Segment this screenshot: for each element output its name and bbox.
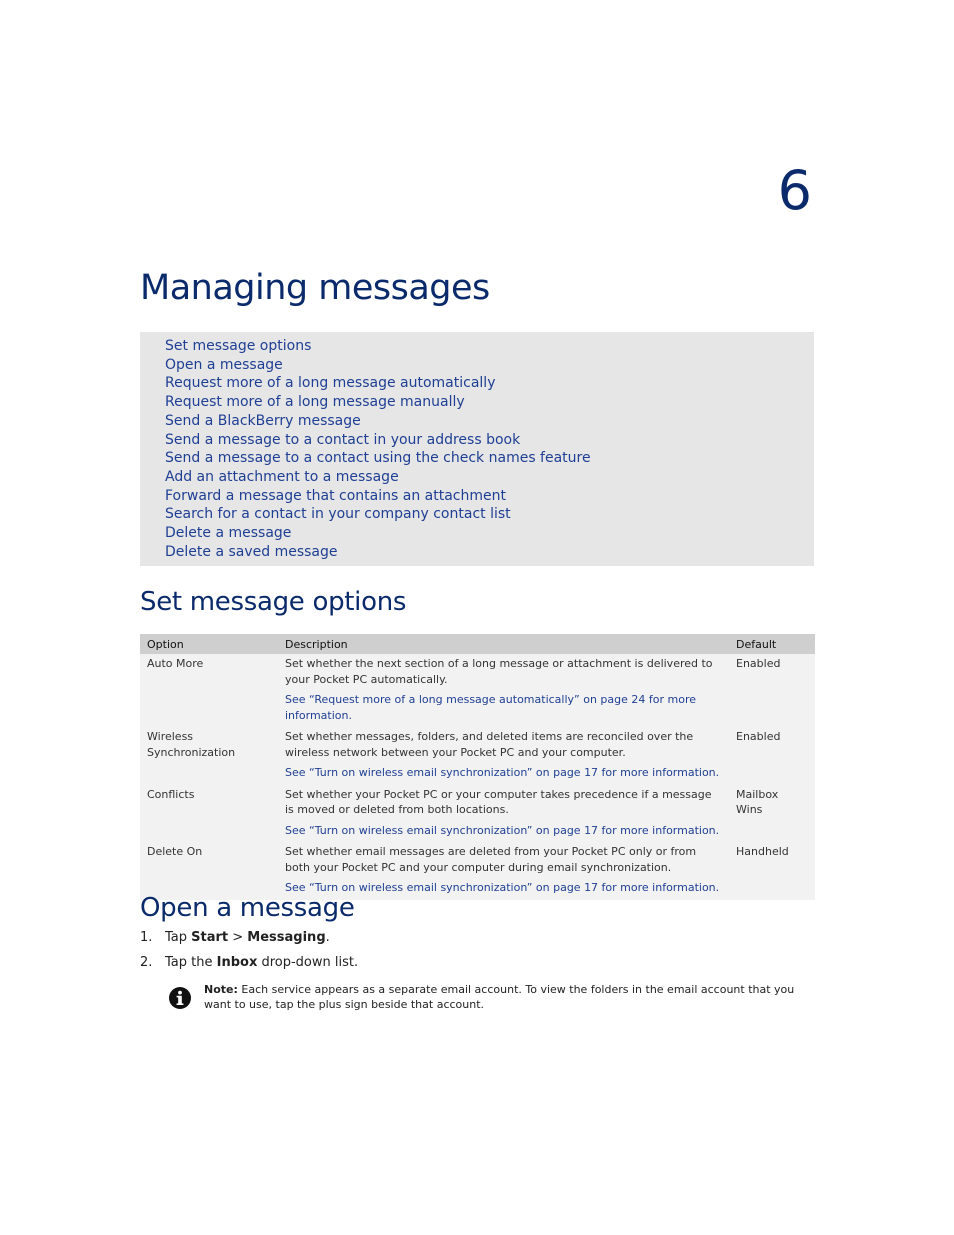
toc-link[interactable]: Send a BlackBerry message — [165, 412, 361, 429]
option-default: Mailbox Wins — [729, 785, 815, 843]
option-name: Conflicts — [140, 785, 278, 843]
option-description-cell — [278, 785, 729, 843]
note-text — [204, 982, 818, 1012]
cross-reference-link[interactable]: See “Turn on wireless email synchronization” on page 17 for more information. — [285, 823, 720, 837]
option-default: Handheld — [729, 842, 815, 900]
table-row — [140, 727, 815, 785]
step-number: 2. — [140, 955, 153, 970]
step-text: > — [228, 930, 248, 945]
chapter-contents — [140, 332, 814, 566]
ui-term-start: Start — [191, 930, 229, 945]
cross-reference-link[interactable]: See “Turn on wireless email synchronization” on page 17 for more information. — [285, 881, 720, 894]
step-text: drop-down list. — [257, 955, 359, 970]
note-label: Note: — [204, 983, 238, 996]
option-default: Enabled — [729, 727, 815, 785]
option-default: Enabled — [729, 654, 815, 727]
step-1 — [140, 929, 358, 947]
message-options-table — [140, 634, 815, 900]
procedure-steps — [140, 929, 358, 972]
section-heading-open-message: Open a message — [140, 893, 355, 923]
cross-reference-link[interactable]: See “Request more of a long message automatically” on page 24 for more information. — [285, 693, 697, 722]
option-description-cell — [278, 654, 729, 727]
step-2 — [140, 954, 358, 972]
step-text: . — [325, 930, 330, 945]
option-description: Set whether email messages are deleted from your Pocket PC only or from both your Pocket PC and your computer during email synchronization. — [285, 845, 697, 874]
ui-term-inbox: Inbox — [216, 955, 258, 970]
column-header-option: Option — [140, 634, 278, 654]
step-number: 1. — [140, 930, 153, 945]
toc-link[interactable]: Search for a contact in your company contact list — [165, 506, 511, 523]
toc-link[interactable]: Request more of a long message automatically — [165, 375, 496, 392]
note-box — [168, 982, 818, 1012]
option-name: Wireless Synchronization — [140, 727, 278, 785]
table-row — [140, 785, 815, 843]
toc-link[interactable]: Set message options — [165, 338, 312, 354]
option-name: Auto More — [140, 654, 278, 727]
info-icon — [168, 986, 192, 1010]
toc-link[interactable]: Add an attachment to a message — [165, 468, 399, 485]
column-header-description: Description — [278, 634, 729, 654]
table-row — [140, 842, 815, 900]
column-header-default: Default — [729, 634, 815, 654]
option-description-cell — [278, 727, 729, 785]
table-row — [140, 654, 815, 727]
option-description-cell — [278, 842, 729, 900]
toc-link[interactable]: Open a message — [165, 356, 283, 373]
note-body: Each service appears as a separate email account. To view the folders in the email account that you want to use, tap the plus sign beside that account. — [204, 983, 795, 1011]
option-description: Set whether the next section of a long message or attachment is delivered to your Pocket PC automatically. — [285, 657, 713, 686]
step-text: Tap — [165, 930, 192, 945]
option-description: Set whether your Pocket PC or your computer takes precedence if a message is moved or deleted from both locations. — [285, 787, 712, 816]
option-description: Set whether messages, folders, and deleted items are reconciled over the wireless network between your Pocket PC and your computer. — [285, 730, 694, 759]
option-name: Delete On — [140, 842, 278, 900]
table-header-row — [140, 634, 815, 654]
ui-term-messaging: Messaging — [247, 930, 326, 945]
toc-link[interactable]: Delete a saved message — [165, 543, 338, 560]
chapter-number: 6 — [777, 159, 812, 222]
toc-link[interactable]: Send a message to a contact in your address book — [165, 431, 521, 448]
cross-reference-link[interactable]: See “Turn on wireless email synchronization” on page 17 for more information. — [285, 766, 720, 779]
chapter-title: Managing messages — [140, 268, 490, 308]
step-text: Tap the — [165, 955, 217, 970]
toc-link[interactable]: Send a message to a contact using the check names feature — [165, 450, 591, 467]
section-heading-set-options: Set message options — [140, 587, 407, 617]
toc-link[interactable]: Forward a message that contains an attachment — [165, 487, 506, 504]
toc-link[interactable]: Request more of a long message manually — [165, 394, 465, 411]
toc-link[interactable]: Delete a message — [165, 525, 292, 542]
